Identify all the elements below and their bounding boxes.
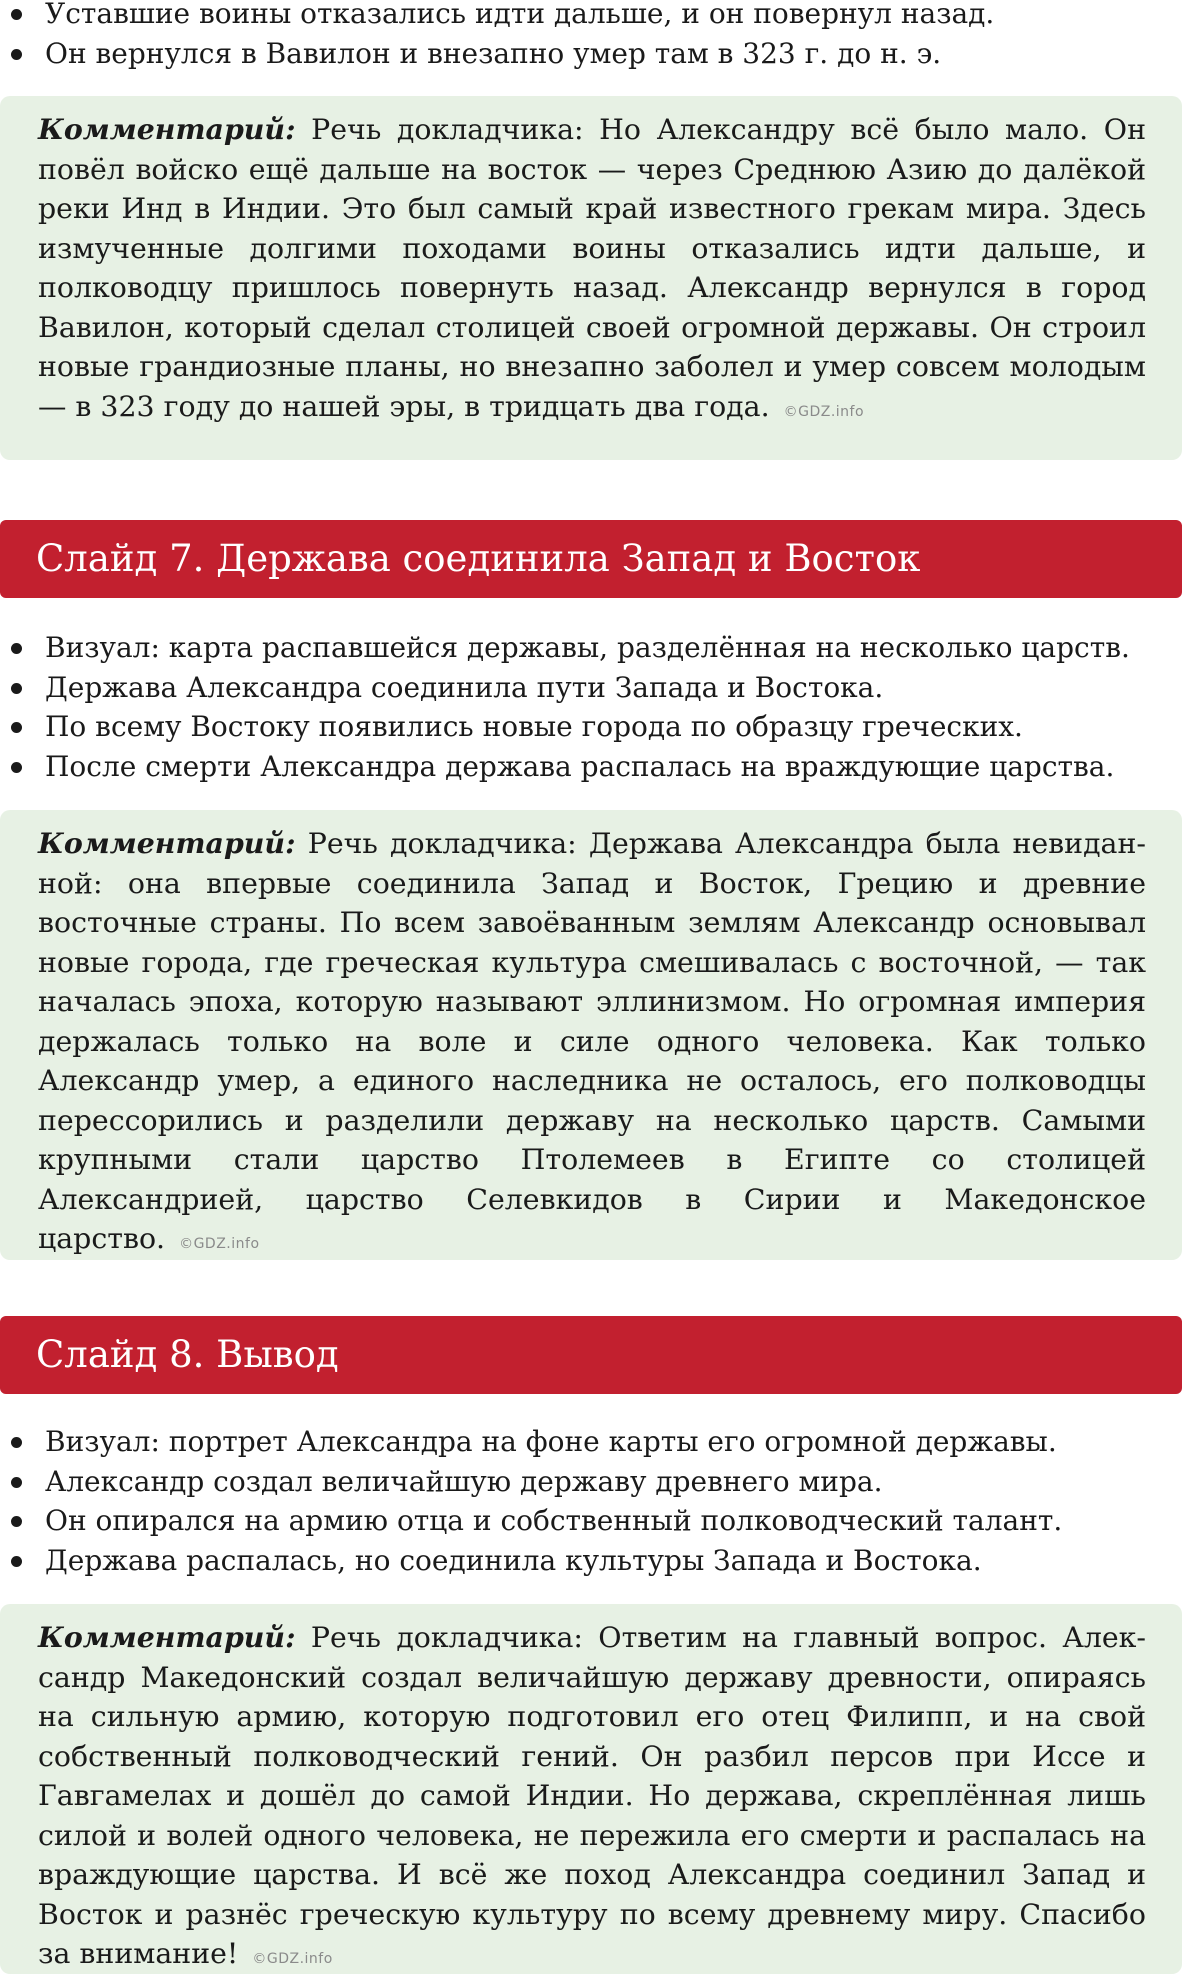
comment-paragraph <box>38 824 1146 1265</box>
bullet-text: Держава распалась, но соединила культуры Запада и Востока. <box>45 1543 982 1577</box>
bullet-text: Уставшие воины отказались идти дальше, и он повернул назад. <box>45 0 995 30</box>
bullet-item <box>0 0 1182 34</box>
comment-box <box>0 810 1182 1260</box>
bullet-item <box>0 747 1182 787</box>
slide-header <box>0 520 1182 598</box>
comment-text: Речь докладчика: Но Александру всё было мало. Он повёл войско ещё дальше на восток — через Среднюю Азию до далёкой реки Инд в Индии. Это был самый край известного грекам мира. Здесь измученные долгими походами воины отказались идти дальше, и полководцу пришлось повернуть назад. Александр вернулся в город Вавилон, который сделал столицей своей огромной державы. Он строил новые грандиозные планы, но внезапно заболел и умер совсем молодым — в 323 году до нашей эры, в тридцать два года. <box>38 113 1146 423</box>
copyright-mark: ©GDZ.info <box>252 1951 333 1967</box>
bullet-text: Он вернулся в Вавилон и внезапно умер там в 323 г. до н. э. <box>45 36 942 70</box>
bullet-item <box>0 628 1182 668</box>
comment-paragraph <box>38 110 1146 432</box>
comment-text: Речь докладчика: Ответим на главный вопрос. Александр Македонский создал величайшую державу древности, опираясь на сильную армию, которую подготовил его отец Филипп, и на свой собственный полководческий гений. Он разбил персов при Иссе и Гавгамелах и дошёл до самой Индии. Но держава, скреплённая лишь силой и волей одного человека, не пережила его смерти и распалась на враждующие царства. И всё же поход Александра соединил Запад и Восток и разнёс греческую культуру по всему древнему миру. Спасибо за внимание! <box>38 1621 1146 1970</box>
bullet-text: Визуал: карта распавшейся державы, разделённая на несколько царств. <box>45 631 1130 664</box>
bullet-icon <box>11 643 22 654</box>
comment-label: Комментарий: <box>38 1620 296 1654</box>
bullet-text: Визуал: портрет Александра на фоне карты его огромной державы. <box>45 1425 1057 1458</box>
slide6-bullet-list <box>0 0 1182 73</box>
bullet-text: По всему Востоку появились новые города по образцу греческих. <box>45 710 1023 743</box>
slide-title: Слайд 7. Держава соединила Запад и Восток <box>36 537 921 580</box>
slide-title: Слайд 8. Вывод <box>36 1333 339 1376</box>
bullet-text: Он опирался на армию отца и собственный полководческий талант. <box>45 1504 1063 1537</box>
bullet-item <box>0 1541 1182 1581</box>
slide-header <box>0 1316 1182 1394</box>
bullet-text: После смерти Александра держава распалась на враждующие царства. <box>45 749 1115 783</box>
slide7-bullet-list <box>0 628 1182 786</box>
bullet-item <box>0 34 1182 74</box>
comment-paragraph <box>38 1618 1146 1980</box>
bullet-icon <box>11 762 22 773</box>
comment-box <box>0 1604 1182 1974</box>
bullet-icon <box>11 1556 22 1567</box>
bullet-item <box>0 1501 1182 1541</box>
bullet-icon <box>11 722 22 733</box>
copyright-mark: ©GDZ.info <box>783 403 865 420</box>
bullet-item <box>0 668 1182 708</box>
bullet-icon <box>11 1437 22 1448</box>
comment-box <box>0 96 1182 460</box>
bullet-item <box>0 1422 1182 1462</box>
copyright-mark: ©GDZ.info <box>179 1236 260 1252</box>
bullet-icon <box>11 683 22 694</box>
bullet-item <box>0 707 1182 747</box>
comment-label: Комментарий: <box>38 826 296 860</box>
bullet-icon <box>11 1516 22 1527</box>
bullet-text: Держава Александра соединила пути Запада и Востока. <box>45 670 884 704</box>
comment-text: Речь докладчика: Держава Александра была невиданной: она впервые соединила Запад и Восток, Грецию и древние восточные страны. По всем завоёванным землям Александр основывал новые города, где греческая культура смешивалась с восточной, — так началась эпоха, которую называют эллинизмом. Но огромная империя держалась только на воле и силе одного человека. Как только Александр умер, а единого наследника не осталось, его полководцы перессорились и разделили державу на несколько царств. Самыми крупными стали царство Птолемеев в Египте со столицей Александрией, царство Селевкидов в Сирии и Македонское царство. <box>38 827 1146 1255</box>
comment-label: Комментарий: <box>38 112 296 146</box>
bullet-item <box>0 1462 1182 1502</box>
bullet-icon <box>11 49 22 60</box>
bullet-icon <box>11 9 22 20</box>
slide8-bullet-list <box>0 1422 1182 1580</box>
bullet-text: Александр создал величайшую державу древнего мира. <box>45 1464 883 1498</box>
bullet-icon <box>11 1477 22 1488</box>
